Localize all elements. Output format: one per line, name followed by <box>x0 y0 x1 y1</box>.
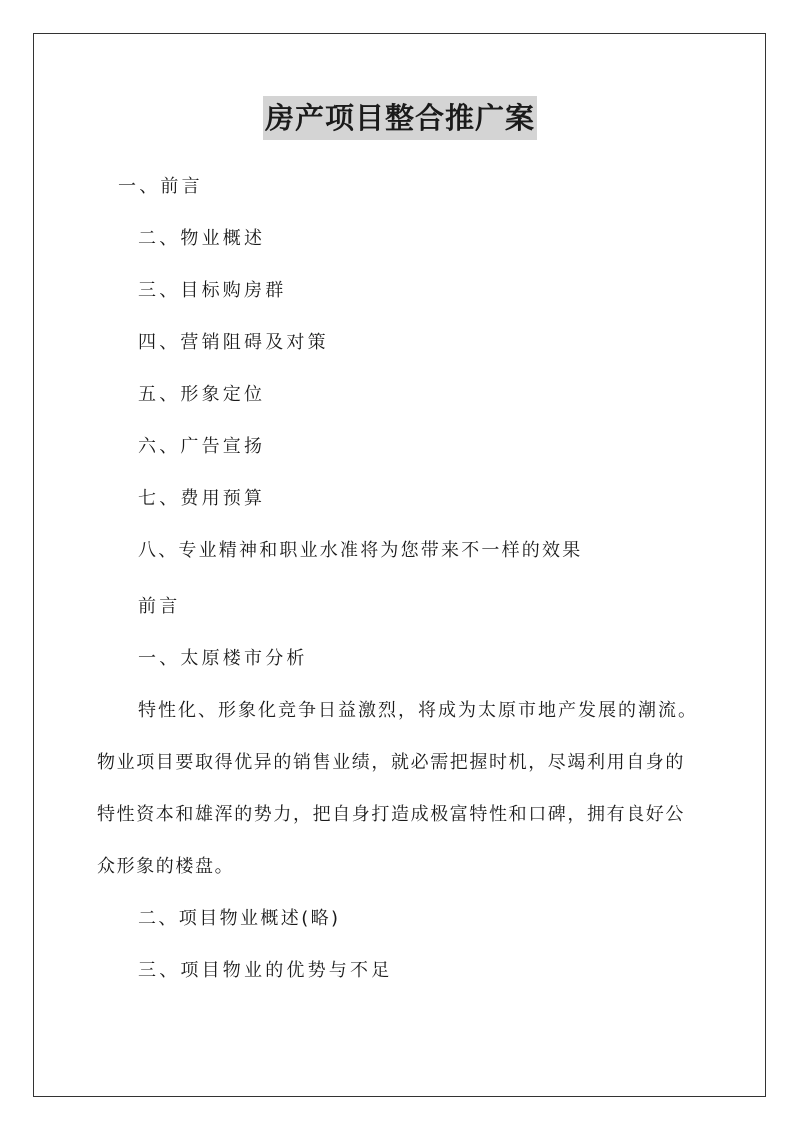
document-title: 房产项目整合推广案 <box>263 96 537 140</box>
paragraph-line-3: 特性资本和雄浑的势力，把自身打造成极富特性和口碑，拥有良好公 <box>97 804 685 825</box>
title-block <box>0 96 800 140</box>
toc-item-5: 五、形象定位 <box>138 384 266 405</box>
toc-item-6: 六、广告宣扬 <box>138 436 266 457</box>
toc-item-7: 七、费用预算 <box>138 488 266 509</box>
paragraph-line-2: 物业项目要取得优异的销售业绩，就必需把握时机，尽竭利用自身的 <box>97 752 685 773</box>
toc-item-2: 二、物业概述 <box>138 228 266 249</box>
paragraph-line-1: 特性化、形象化竞争日益激烈，将成为太原市地产发展的潮流。 <box>138 700 698 721</box>
subsection-heading-1: 一、太原楼市分析 <box>138 648 308 669</box>
subsection-heading-2: 二、项目物业概述(略) <box>138 908 341 929</box>
toc-item-4: 四、营销阻碍及对策 <box>138 332 329 353</box>
section-heading: 前言 <box>138 596 181 617</box>
toc-item-1: 一、前言 <box>118 176 203 197</box>
subsection-heading-3: 三、项目物业的优势与不足 <box>138 960 393 981</box>
paragraph-line-4: 众形象的楼盘。 <box>97 856 235 877</box>
toc-item-8: 八、专业精神和职业水准将为您带来不一样的效果 <box>138 540 583 561</box>
toc-item-3: 三、目标购房群 <box>138 280 287 301</box>
